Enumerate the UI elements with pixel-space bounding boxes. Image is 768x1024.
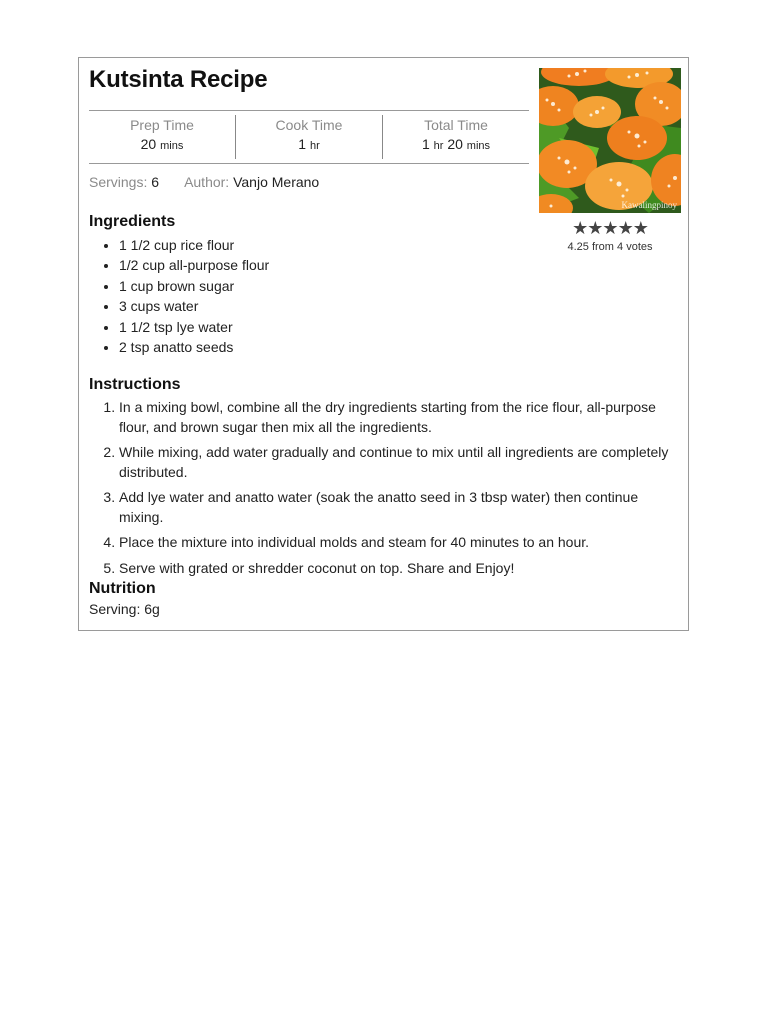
nutrition-value: 6 (144, 601, 153, 617)
ingredient-item: • 1 1/2 cup rice flour (119, 235, 269, 255)
ingredients-list (89, 235, 269, 357)
instruction-step: 4. Place the mixture into individual molds and steam for 40 minutes to an hour. (119, 533, 679, 553)
total-time-value: 1 hr 20 mins (421, 136, 491, 152)
star-icon[interactable]: ★ (602, 218, 618, 238)
nutrition-unit: g (152, 601, 160, 617)
ingredient-item: • 1 1/2 tsp lye water (119, 317, 269, 337)
ingredient-item: • 1 cup brown sugar (119, 276, 269, 296)
cook-time-label: Cook Time (275, 117, 343, 133)
cook-time-value: 1 hr (298, 136, 320, 152)
total-time-label: Total Time (424, 117, 488, 133)
star-icon[interactable]: ★ (587, 218, 603, 238)
recipe-title: Kutsinta Recipe (89, 66, 268, 93)
instructions-list (89, 398, 679, 578)
ingredients-section (89, 213, 269, 357)
prep-time-value: 20 mins (140, 136, 184, 152)
nutrition-section (89, 580, 160, 617)
instruction-step: 5. Serve with grated or shredder coconut on top. Share and Enjoy! (119, 559, 679, 579)
nutrition-label: Serving: (89, 601, 141, 617)
recipe-meta (89, 174, 319, 190)
instructions-section (89, 376, 679, 584)
star-icon[interactable]: ★ (632, 218, 648, 238)
recipe-times (89, 110, 529, 164)
ingredient-item: • 1/2 cup all-purpose flour (119, 255, 269, 275)
author-label: Author: (184, 174, 230, 190)
prep-time (89, 111, 235, 163)
servings-value: 6 (151, 174, 160, 190)
ingredients-heading: Ingredients (89, 213, 176, 230)
rating-votes: 4.25 from 4 votes (567, 241, 653, 253)
servings-label: Servings: (89, 174, 148, 190)
instruction-step: 2. While mixing, add water gradually and continue to mix until all ingredients are completely distributed. (119, 443, 679, 482)
svg-text:Kawalingpinoy: Kawalingpinoy (621, 200, 677, 210)
star-icon[interactable]: ★ (617, 218, 633, 238)
nutrition-heading: Nutrition (89, 580, 156, 597)
instruction-step: 3. Add lye water and anatto water (soak the anatto seed in 3 tbsp water) then continue mixing. (119, 488, 679, 527)
instructions-heading: Instructions (89, 376, 181, 393)
ingredient-item: • 3 cups water (119, 296, 269, 316)
ingredient-item: • 2 tsp anatto seeds (119, 337, 269, 357)
star-icon[interactable]: ★ (572, 218, 588, 238)
prep-time-label: Prep Time (130, 117, 194, 133)
cook-time (235, 115, 382, 159)
author-name: Vanjo Merano (233, 174, 320, 190)
recipe-card (78, 57, 689, 631)
total-time (382, 115, 529, 159)
recipe-photo (539, 68, 681, 213)
nutrition-serving (89, 601, 160, 617)
instruction-step: 1. In a mixing bowl, combine all the dry ingredients starting from the rice flour, all-purpose flour, and brown sugar then mix all the ingredients. (119, 398, 679, 437)
rating-stars[interactable] (539, 218, 681, 239)
